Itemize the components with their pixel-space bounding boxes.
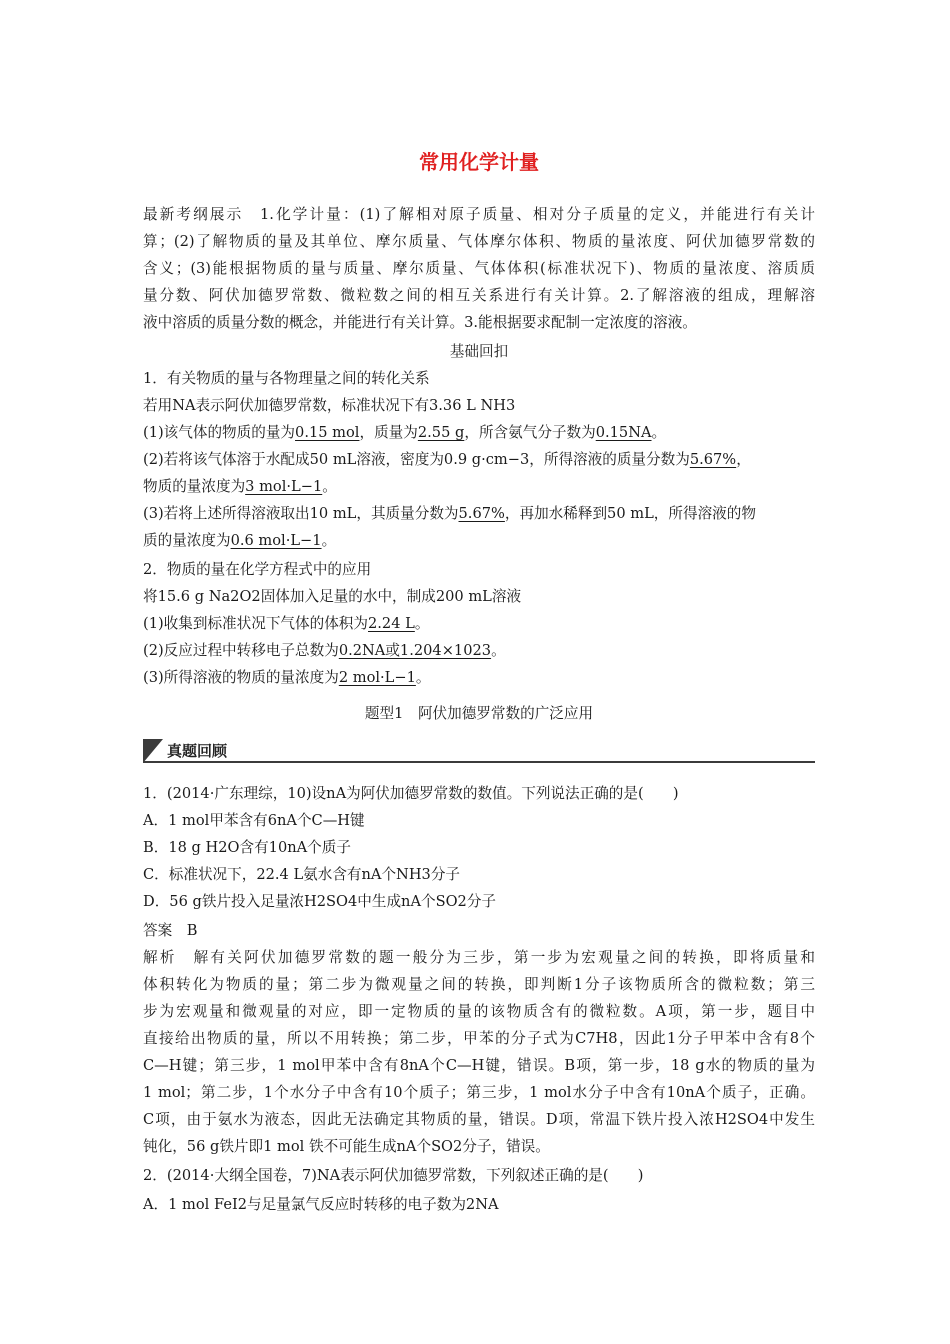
section-header-bar: [143, 739, 815, 763]
outline-line-3: 含义；(3)能根据物质的量与质量、摩尔质量、气体体积(标准状况下)、物质的量浓度、溶质质: [143, 260, 815, 277]
problem-1-option-d: D．56 g铁片投入足量浓H2SO4中生成nA个SO2分子: [143, 893, 497, 910]
question-r2: [143, 638, 506, 664]
q2-end-1: ，: [736, 451, 751, 468]
explanation-line-3: 步为宏观量和微观量的对应，即一定物质的量的该物质含有的微粒数。A项，第一步，题目中: [143, 1003, 815, 1020]
q3-text: (3)若将上述所得溶液取出10 mL，其质量分数为: [143, 505, 459, 522]
q1-end: 。: [651, 424, 667, 441]
q2-text-2: 物质的量浓度为: [143, 478, 246, 495]
r1-text: (1)收集到标准状况下气体的体积为: [143, 615, 368, 632]
explanation-line-5: C—H键；第三步，1 mol甲苯中含有8nA个C—H键，错误。B项，第一步，18 g水的物质的量为: [143, 1057, 815, 1074]
q3-end-2: 。: [321, 532, 337, 549]
problem-1-answer: 答案 B: [143, 922, 198, 939]
problem-2-option-a: A．1 mol FeI2与足量氯气反应时转移的电子数为2NA: [143, 1196, 499, 1213]
basic-heading: 基础回扣: [449, 343, 509, 360]
q2-text: (2)若将该气体溶于水配成50 mL溶液，密度为0.9 g·cm−3，所得溶液的质量分数为: [143, 451, 690, 468]
explanation-line-4: 直接给出物质的量，所以不用转换；第二步，甲苯的分子式为C7H8，因此1分子甲苯中含有8个: [143, 1030, 815, 1047]
section-header-label: 真题回顾: [167, 742, 228, 760]
r3-answer: 2 mol·L−1: [338, 669, 416, 686]
section-1-title: 1．有关物质的量与各物理量之间的转化关系: [143, 370, 430, 387]
question-3-cont: [143, 528, 336, 554]
outline-line-4: 量分数、阿伏加德罗常数、微粒数之间的相互关系进行有关计算。2.了解溶液的组成，理解溶: [143, 287, 815, 304]
r3-text: (3)所得溶液的物质的量浓度为: [143, 669, 339, 686]
outline-line-2: 算；(2)了解物质的量及其单位、摩尔质量、气体摩尔体积、物质的量浓度、阿伏加德罗常数的: [143, 233, 815, 250]
problem-1-option-a: A．1 mol甲苯含有6nA个C—H键: [143, 812, 365, 829]
q1-text: (1)该气体的物质的量为: [143, 424, 296, 441]
section-1-intro: 若用NA表示阿伏加德罗常数，标准状况下有3.36 L NH3: [143, 397, 516, 414]
section-divider: [143, 761, 815, 763]
q3-text-mid: ，再加水稀释到50 mL，所得溶液的物: [504, 505, 756, 522]
outline-line-5: 液中溶质的质量分数的概念，并能进行有关计算。3.能根据要求配制一定浓度的溶液。: [143, 314, 697, 331]
q1-answer-1: 0.15 mol: [295, 424, 360, 441]
section-2-intro: 将15.6 g Na2O2固体加入足量的水中，制成200 mL溶液: [143, 588, 522, 605]
q1-text-2: ，质量为: [359, 424, 418, 441]
r2-text: (2)反应过程中转移电子总数为: [143, 642, 339, 659]
q3-answer-1: 5.67%: [458, 505, 505, 522]
explanation-line-6: 1 mol；第二步，1个水分子中含有10个质子；第三步，1 mol水分子中含有10nA个质子，正确。: [143, 1084, 815, 1101]
r3-end: 。: [415, 669, 431, 686]
section-2-title: 2．物质的量在化学方程式中的应用: [143, 561, 372, 578]
problem-2-stem: 2．(2014·大纲全国卷，7)NA表示阿伏加德罗常数，下列叙述正确的是( ): [143, 1167, 644, 1184]
q2-end-2: 。: [322, 478, 337, 495]
r2-answer: 0.2NA或1.204×1023: [338, 642, 492, 659]
topic-heading: 题型1 阿伏加德罗常数的广泛应用: [364, 705, 594, 722]
question-r3: [143, 665, 430, 691]
q1-answer-2: 2.55 g: [417, 424, 465, 441]
q2-answer-2: 3 mol·L−1: [245, 478, 323, 495]
q1-answer-3: 0.15NA: [595, 424, 652, 441]
page-title: 常用化学计量: [419, 150, 539, 174]
explanation-line-2: 体积转化为物质的量；第二步为微观量之间的转换，即判断1分子该物质所含的微粒数；第三: [143, 976, 815, 993]
q2-answer-1: 5.67%: [689, 451, 737, 468]
question-3: [143, 501, 756, 527]
q1-text-3: ，所含氨气分子数为: [464, 424, 596, 441]
outline-line-1: 最新考纲展示 1.化学计量：(1)了解相对原子质量、相对分子质量的定义，并能进行有关计: [143, 206, 815, 223]
explanation-line-7: C项，由于氨水为液态，因此无法确定其物质的量，错误。D项，常温下铁片投入浓H2SO4中发生: [143, 1111, 815, 1128]
q3-text-2: 质的量浓度为: [143, 532, 231, 549]
explanation-line-1: 解析 解有关阿伏加德罗常数的题一般分为三步，第一步为宏观量之间的转换，即将质量和: [143, 949, 815, 966]
question-2: [143, 447, 751, 473]
problem-1-option-b: B．18 g H2O含有10nA个质子: [143, 839, 351, 856]
question-1: [143, 420, 666, 446]
triangle-marker-icon: [143, 739, 163, 763]
r1-answer: 2.24 L: [368, 615, 415, 632]
question-r1: [143, 611, 429, 637]
problem-1-option-c: C．标准状况下，22.4 L氨水含有nA个NH3分子: [143, 866, 461, 883]
explanation-line-8: 钝化，56 g铁片即1 mol 铁不可能生成nA个SO2分子，错误。: [143, 1138, 550, 1155]
r2-end: 。: [491, 642, 506, 659]
problem-1-stem: 1．(2014·广东理综，10)设nA为阿伏加德罗常数的数值。下列说法正确的是( ): [143, 785, 679, 802]
question-2-cont: [143, 474, 337, 500]
q3-answer-2: 0.6 mol·L−1: [230, 532, 322, 549]
r1-end: 。: [414, 615, 430, 632]
